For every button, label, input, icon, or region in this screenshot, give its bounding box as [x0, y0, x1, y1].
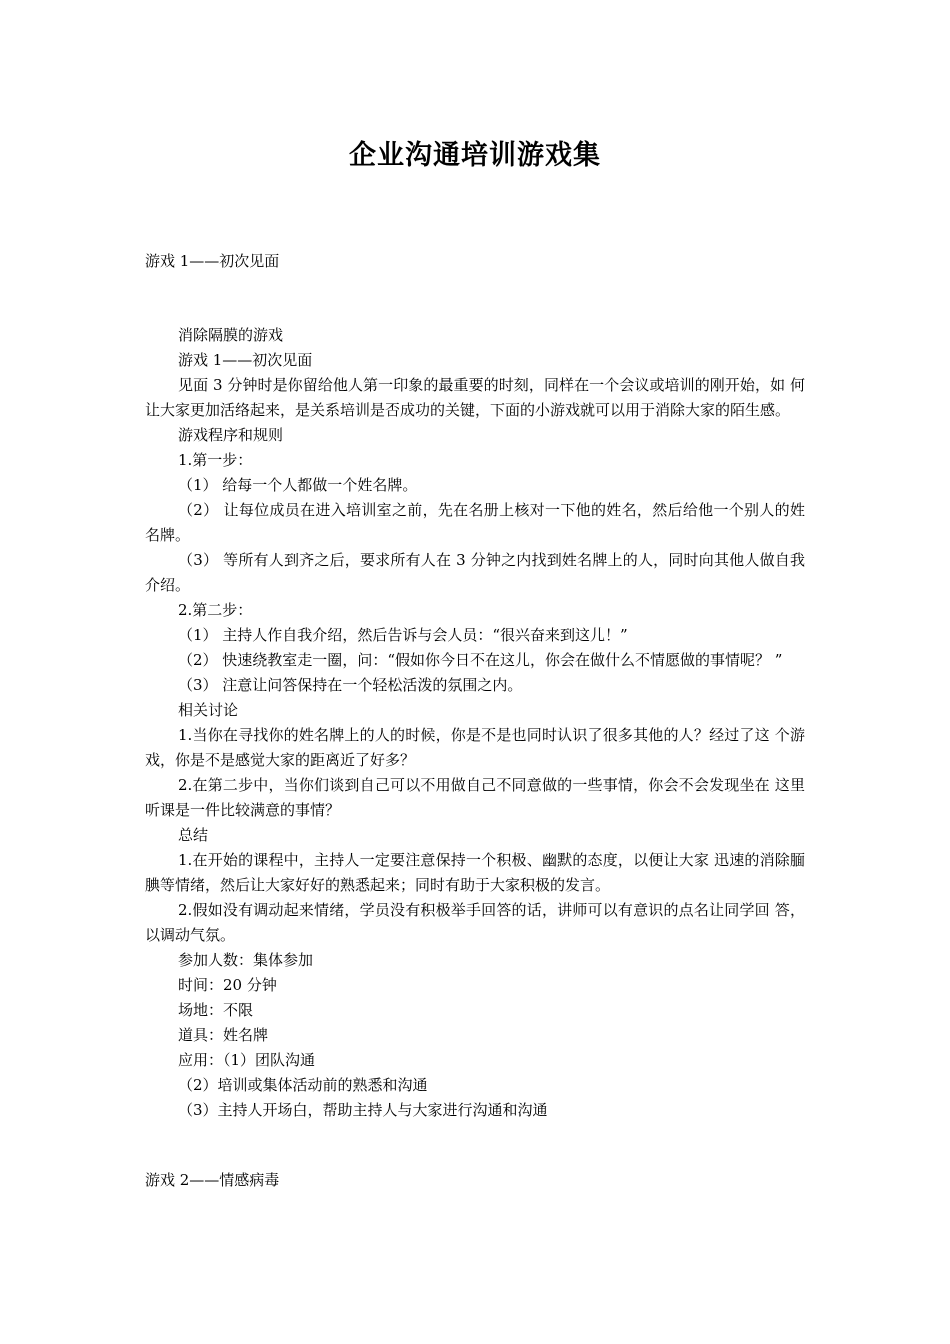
document-body	[145, 323, 805, 1123]
paragraph: 时间：20 分钟	[178, 976, 277, 994]
paragraph: 1.当你在寻找你的姓名牌上的人的时候，你是不是也同时认识了很多其他的人？经过了这 个游戏，你是不是感觉大家的距离近了好多？	[145, 726, 805, 769]
paragraph: 1.第一步：	[178, 451, 253, 469]
section-heading: 游戏 1——初次见面	[145, 252, 280, 270]
paragraph: 2.在第二步中，当你们谈到自己可以不用做自己不同意做的一些事情，你会不会发现坐在 这里听课是一件比较满意的事情？	[145, 776, 805, 819]
paragraph: 游戏 1——初次见面	[178, 351, 313, 369]
paragraph: 场地：不限	[178, 1001, 254, 1019]
paragraph: 消除隔膜的游戏	[178, 326, 284, 344]
paragraph: 游戏程序和规则	[178, 426, 284, 444]
paragraph: 相关讨论	[178, 701, 239, 719]
paragraph: （1） 主持人作自我介绍，然后告诉与会人员：“很兴奋来到这儿！”	[178, 626, 628, 644]
document-title: 企业沟通培训游戏集	[349, 140, 601, 171]
paragraph: 2.第二步：	[178, 601, 253, 619]
paragraph: （3） 等所有人到齐之后，要求所有人在 3 分钟之内找到姓名牌上的人，同时向其他人做自我介绍。	[145, 551, 805, 594]
paragraph: 2.假如没有调动起来情绪，学员没有积极举手回答的话，讲师可以有意识的点名让同学回 答，以调动气氛。	[145, 901, 805, 944]
paragraph: 见面 3 分钟时是你留给他人第一印象的最重要的时刻，同样在一个会议或培训的刚开始，如 何 让大家更加活络起来，是关系培训是否成功的关键，下面的小游戏就可以用于消除大家的陌生感。	[145, 376, 805, 419]
next-section-heading: 游戏 2——情感病毒	[145, 1171, 280, 1189]
paragraph: 参加人数：集体参加	[178, 951, 314, 969]
paragraph: （1） 给每一个人都做一个姓名牌。	[178, 476, 418, 494]
paragraph: （3）主持人开场白，帮助主持人与大家进行沟通和沟通	[178, 1101, 548, 1119]
paragraph: （2） 快速绕教室走一圈，问：“假如你今日不在这儿，你会在做什么不情愿做的事情呢？ ”	[178, 651, 783, 669]
paragraph: （3） 注意让问答保持在一个轻松活泼的氛围之内。	[178, 676, 523, 694]
paragraph: 总结	[178, 826, 209, 844]
paragraph: 道具：姓名牌	[178, 1026, 269, 1044]
paragraph: （2）培训或集体活动前的熟悉和沟通	[178, 1076, 428, 1094]
paragraph: （2） 让每位成员在进入培训室之前，先在名册上核对一下他的姓名，然后给他一个别人的姓名牌。	[145, 501, 805, 544]
paragraph: 应用：（1）团队沟通	[178, 1051, 316, 1069]
paragraph: 1.在开始的课程中，主持人一定要注意保持一个积极、幽默的态度，以便让大家 迅速的消除腼腆等情绪，然后让大家好好的熟悉起来；同时有助于大家积极的发言。	[145, 851, 805, 894]
